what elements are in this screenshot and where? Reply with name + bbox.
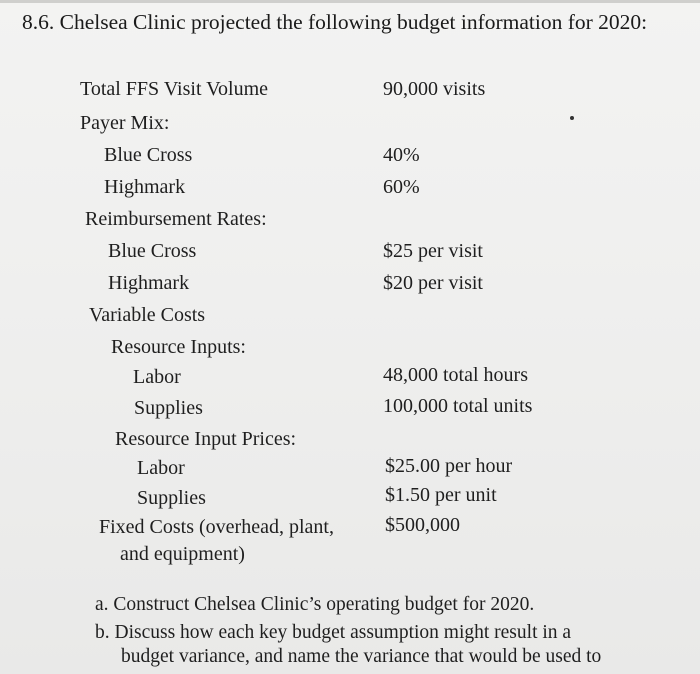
payer-mix-label: Payer Mix: [80, 112, 170, 134]
question-b-line2: budget variance, and name the variance that would be used to [121, 646, 602, 667]
problem-title: 8.6. Chelsea Clinic projected the following budget information for 2020: [22, 10, 648, 34]
scan-speck [570, 116, 574, 120]
reimb-highmark-label: Highmark [108, 272, 190, 294]
ffs-volume-label: Total FFS Visit Volume [80, 78, 269, 100]
question-a: a. Construct Chelsea Clinic’s operating budget for 2020. [95, 594, 535, 615]
inputs-supplies-value: 100,000 total units [383, 395, 533, 417]
prices-labor-value: $25.00 per hour [385, 455, 513, 477]
variable-costs-label: Variable Costs [89, 304, 206, 326]
resource-inputs-label: Resource Inputs: [111, 336, 246, 358]
fixed-costs-label-line1: Fixed Costs (overhead, plant, [99, 516, 334, 538]
fixed-costs-label-line2: and equipment) [120, 543, 245, 565]
resource-prices-label: Resource Input Prices: [115, 428, 297, 450]
page-top-edge [0, 0, 700, 3]
question-b-line1: b. Discuss how each key budget assumption might result in a [95, 622, 572, 643]
payer-highmark-value: 60% [383, 176, 420, 198]
prices-labor-label: Labor [137, 457, 185, 479]
prices-supplies-value: $1.50 per unit [385, 484, 497, 506]
reimb-blue-cross-value: $25 per visit [383, 240, 483, 262]
payer-blue-cross-label: Blue Cross [104, 144, 193, 166]
inputs-labor-label: Labor [133, 366, 181, 388]
inputs-supplies-label: Supplies [134, 397, 203, 419]
payer-blue-cross-value: 40% [383, 144, 420, 166]
fixed-costs-value: $500,000 [385, 514, 460, 536]
ffs-volume-value: 90,000 visits [383, 78, 486, 100]
inputs-labor-value: 48,000 total hours [383, 364, 528, 386]
payer-highmark-label: Highmark [104, 176, 186, 198]
reimb-highmark-value: $20 per visit [383, 272, 483, 294]
reimb-blue-cross-label: Blue Cross [108, 240, 197, 262]
reimbursement-label: Reimbursement Rates: [85, 208, 267, 230]
prices-supplies-label: Supplies [137, 487, 206, 509]
